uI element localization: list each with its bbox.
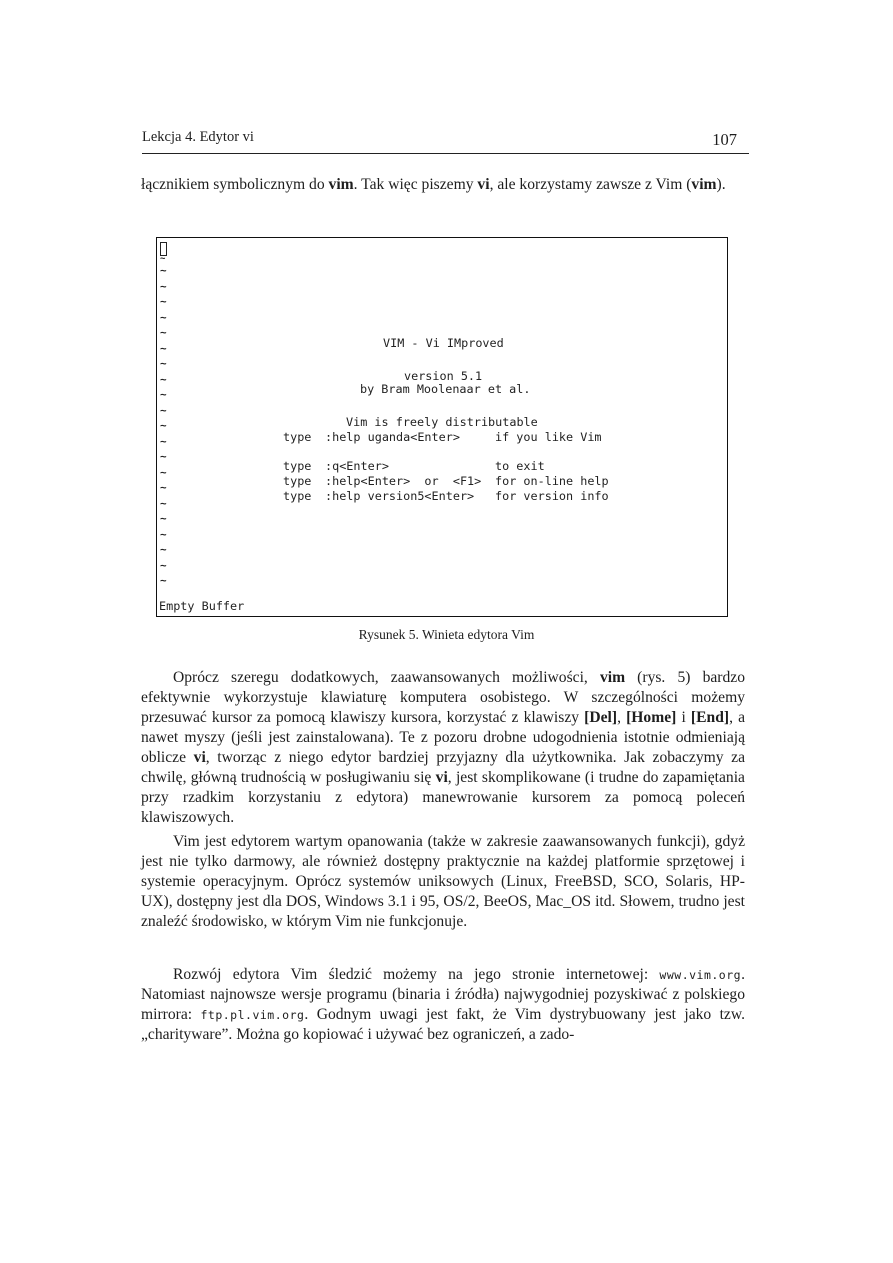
intro-paragraph: [141, 175, 745, 195]
splash-license: Vim is freely distributable: [346, 415, 538, 429]
help-type-word: type: [283, 430, 312, 444]
running-header: [142, 129, 749, 154]
tilde-marker: ~: [160, 326, 167, 339]
bold-term: vi: [435, 769, 448, 786]
help-description: to exit: [495, 459, 545, 473]
url-text: ftp.pl.vim.org: [200, 1008, 305, 1022]
help-command: :help uganda<Enter>: [325, 430, 460, 444]
help-command: :help version5<Enter>: [325, 489, 475, 503]
paragraph-text: Oprócz szeregu dodatkowych, zaawansowanych możliwości,: [173, 669, 600, 686]
status-line: Empty Buffer: [159, 599, 245, 613]
body-paragraph: [141, 668, 745, 828]
figure-caption: Rysunek 5. Winieta edytora Vim: [358, 627, 535, 642]
paragraph-text: , a nawet myszy (jeśli jest zainstalowana). Te z pozoru drobne udogodnienia istotnie odmieniają oblicze: [141, 709, 746, 766]
tilde-marker: ~: [160, 264, 167, 277]
tilde-marker: ~: [160, 403, 167, 417]
tilde-marker: ~: [160, 388, 167, 401]
tilde-marker: ~: [160, 543, 167, 556]
splash-version: version 5.1: [404, 369, 483, 383]
paragraph-text: Vim jest edytorem wartym opanowania (także w zakresie zaawansowanych funkcji), gdyż jest nie tylko darmowy, ale również dostępny praktycznie na każdej platformie sprzętowej i systemie operacyjnym. Oprócz systemów uniksowych (Linux, FreeBSD, SCO, Solaris, HP-UX), dostępny jest dla DOS, Windows 3.1 i 95, OS/2, BeeOS, Mac_OS itd. Słowem, trudno jest znaleźć środowisko, w którym Vim nie funkcjonuje.: [141, 833, 745, 930]
url-text: www.vim.org: [659, 968, 742, 982]
intro-text: . Tak więc piszemy: [353, 176, 478, 193]
tilde-marker: ~: [160, 254, 166, 264]
help-type-word: type: [283, 489, 312, 503]
splash-title: VIM - Vi IMproved: [383, 336, 504, 350]
intro-bold: vim: [328, 176, 354, 193]
tilde-marker: ~: [160, 481, 167, 494]
paragraph-text: . Godnym uwagi jest fakt, że Vim dystrybuowany jest jako tzw. „charityware”. Można go kopiować i używać bez ograniczeń, a zado-: [141, 1006, 745, 1043]
tilde-column: [160, 263, 170, 589]
tilde-marker: ~: [160, 357, 167, 370]
bold-term: [Home]: [626, 709, 677, 726]
help-command: :q<Enter>: [325, 459, 389, 473]
help-description: if you like Vim: [495, 430, 602, 444]
tilde-marker: ~: [160, 341, 167, 355]
paragraph-text: i: [676, 709, 691, 726]
paragraph-text: (rys. 5) bardzo efektywnie wykorzystuje klawiaturę komputera osobistego. W szczególności możemy przesuwać kursor za pomocą klawiszy kursora, korzystać z klawiszy: [141, 669, 745, 726]
tilde-marker: ~: [160, 310, 167, 324]
help-description: for version info: [495, 489, 609, 503]
body-paragraph: [141, 965, 745, 1045]
tilde-marker: ~: [160, 558, 167, 572]
tilde-marker: ~: [160, 465, 167, 479]
intro-text: łącznikiem symbolicznym do: [141, 176, 329, 193]
intro-bold: vi: [477, 176, 490, 193]
bold-term: vim: [599, 669, 626, 686]
bold-term: [End]: [690, 709, 730, 726]
help-type-word: type: [283, 474, 312, 488]
paragraph-text: , jest skomplikowane (i trudne do zapamiętania przy rzadkim korzystaniu z edytora) manewrowanie kursorem za pomocą poleceń klawiszowych.: [141, 769, 745, 826]
tilde-marker: ~: [160, 574, 167, 587]
help-description: for on-line help: [495, 474, 609, 488]
splash-author: by Bram Moolenaar et al.: [360, 382, 531, 396]
paragraph-text: , tworząc z niego edytor bardziej przyjazny dla użytkownika. Jak zobaczymy za chwilę, główną trudnością w posługiwaniu się: [141, 749, 745, 786]
intro-text: , ale korzystamy zawsze z Vim (: [489, 176, 692, 193]
bold-term: [Del]: [584, 709, 618, 726]
intro-text: ).: [716, 176, 726, 193]
body-paragraph: [141, 832, 745, 932]
tilde-marker: ~: [160, 295, 167, 308]
intro-bold: vim: [691, 176, 717, 193]
tilde-marker: ~: [160, 450, 167, 463]
tilde-marker: ~: [160, 372, 167, 386]
page-number: 107: [712, 130, 737, 149]
paragraph-text: ,: [617, 709, 627, 726]
help-type-word: type: [283, 459, 312, 473]
vim-splash-screenshot: [156, 237, 728, 617]
bold-term: vi: [193, 749, 206, 766]
help-command: :help<Enter> or <F1>: [325, 474, 482, 488]
paragraph-text: . Natomiast najnowsze wersje programu (binaria i źródła) najwygodniej pozyskiwać z polskiego mirrora:: [141, 966, 745, 1023]
tilde-marker: ~: [160, 279, 167, 293]
tilde-marker: ~: [160, 512, 167, 525]
running-title: Lekcja 4. Edytor vi: [142, 129, 254, 145]
tilde-marker: ~: [160, 496, 167, 510]
tilde-marker: ~: [160, 434, 167, 448]
paragraph-text: Rozwój edytora Vim śledzić możemy na jego stronie internetowej:: [173, 966, 660, 983]
tilde-marker: ~: [160, 527, 167, 541]
tilde-marker: ~: [160, 419, 167, 432]
